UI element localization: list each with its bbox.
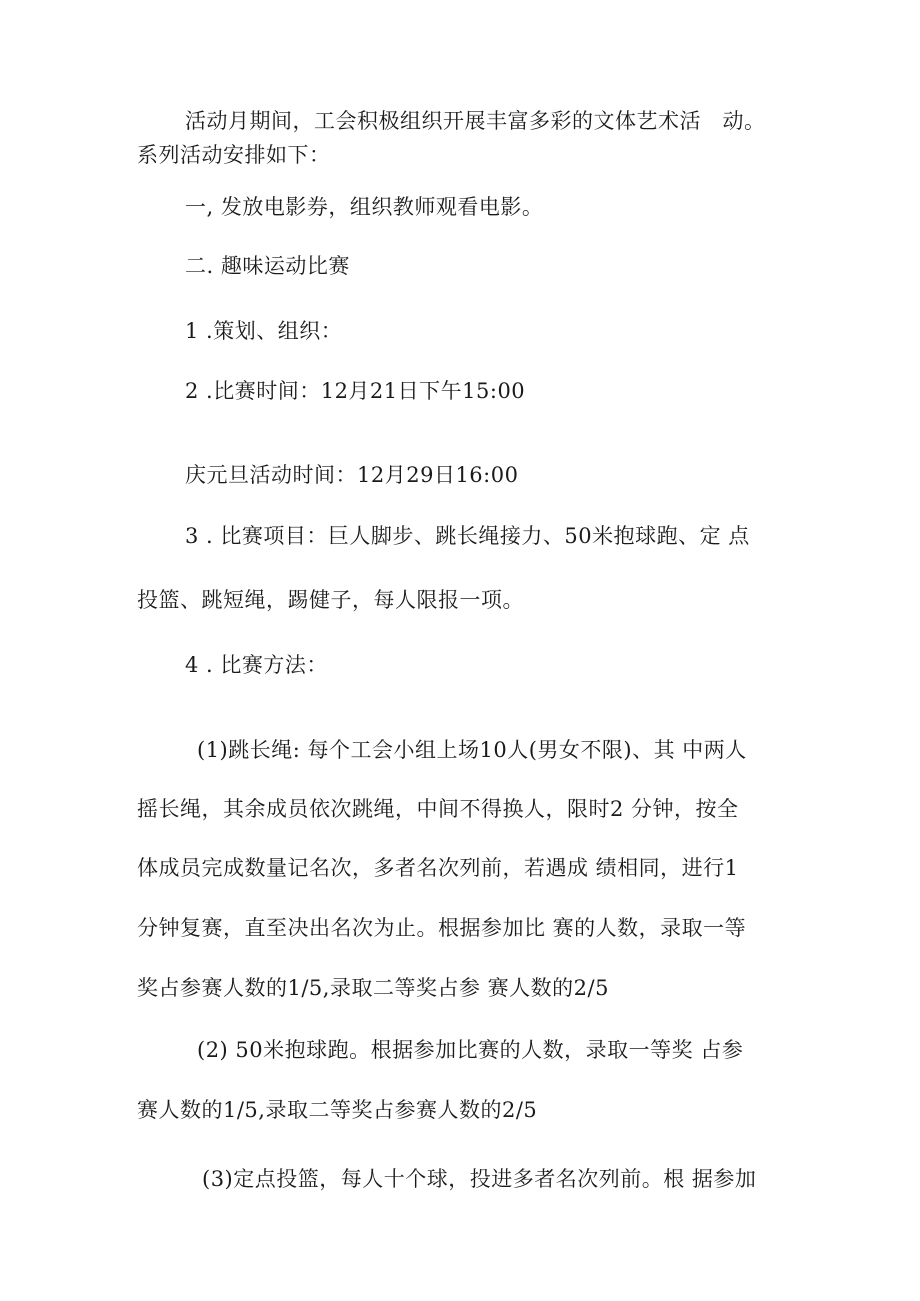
item-match-time: 2 .比赛时间：12月21日下午15:00: [185, 379, 526, 403]
shooting-line-1: (3)定点投篮，每人十个球，投进多者名次列前。根 据参加: [202, 1167, 757, 1191]
rope-rule-line-5: 奖占参赛人数的1/5,录取二等奖占参 赛人数的2/5: [137, 976, 609, 1000]
paragraph-intro-line-1: 活动月期间，工会积极组织开展丰富多彩的文体艺术活 动。: [185, 109, 766, 133]
item-movie-tickets: 一, 发放电影券，组织教师观看电影。: [185, 195, 544, 219]
item-events-line-2: 投篮、跳短绳，踢健子，每人限报一项。: [137, 588, 524, 612]
rope-rule-line-1: (1)跳长绳: 每个工会小组上场10人(男女不限)、其 中两人: [197, 738, 747, 762]
rope-rule-line-2: 摇长绳，其余成员依次跳绳，中间不得换人，限时2 分钟，按全: [137, 797, 739, 821]
rope-rule-line-4: 分钟复赛，直至决出名次为止。根据参加比 赛的人数，录取一等: [137, 916, 747, 940]
paragraph-intro-line-2: 系列活动安排如下：: [137, 143, 331, 167]
ball-run-line-2: 赛人数的1/5,录取二等奖占参赛人数的2/5: [137, 1098, 538, 1122]
item-planning: 1 .策划、组织：: [185, 319, 343, 343]
item-events-line-1: 3 . 比赛项目：巨人脚步、跳长绳接力、50米抱球跑、定 点: [185, 524, 750, 548]
ball-run-line-1: (2) 50米抱球跑。根据参加比赛的人数，录取一等奖 占参: [197, 1038, 744, 1062]
rope-rule-line-3: 体成员完成数量记名次，多者名次列前，若遇成 绩相同，进行1: [137, 856, 739, 880]
item-method-heading: 4 . 比赛方法：: [185, 653, 328, 677]
heading-fun-sports: 二. 趣味运动比赛: [185, 254, 350, 278]
new-year-activity-time: 庆元旦活动时间：12月29日16:00: [185, 463, 519, 487]
